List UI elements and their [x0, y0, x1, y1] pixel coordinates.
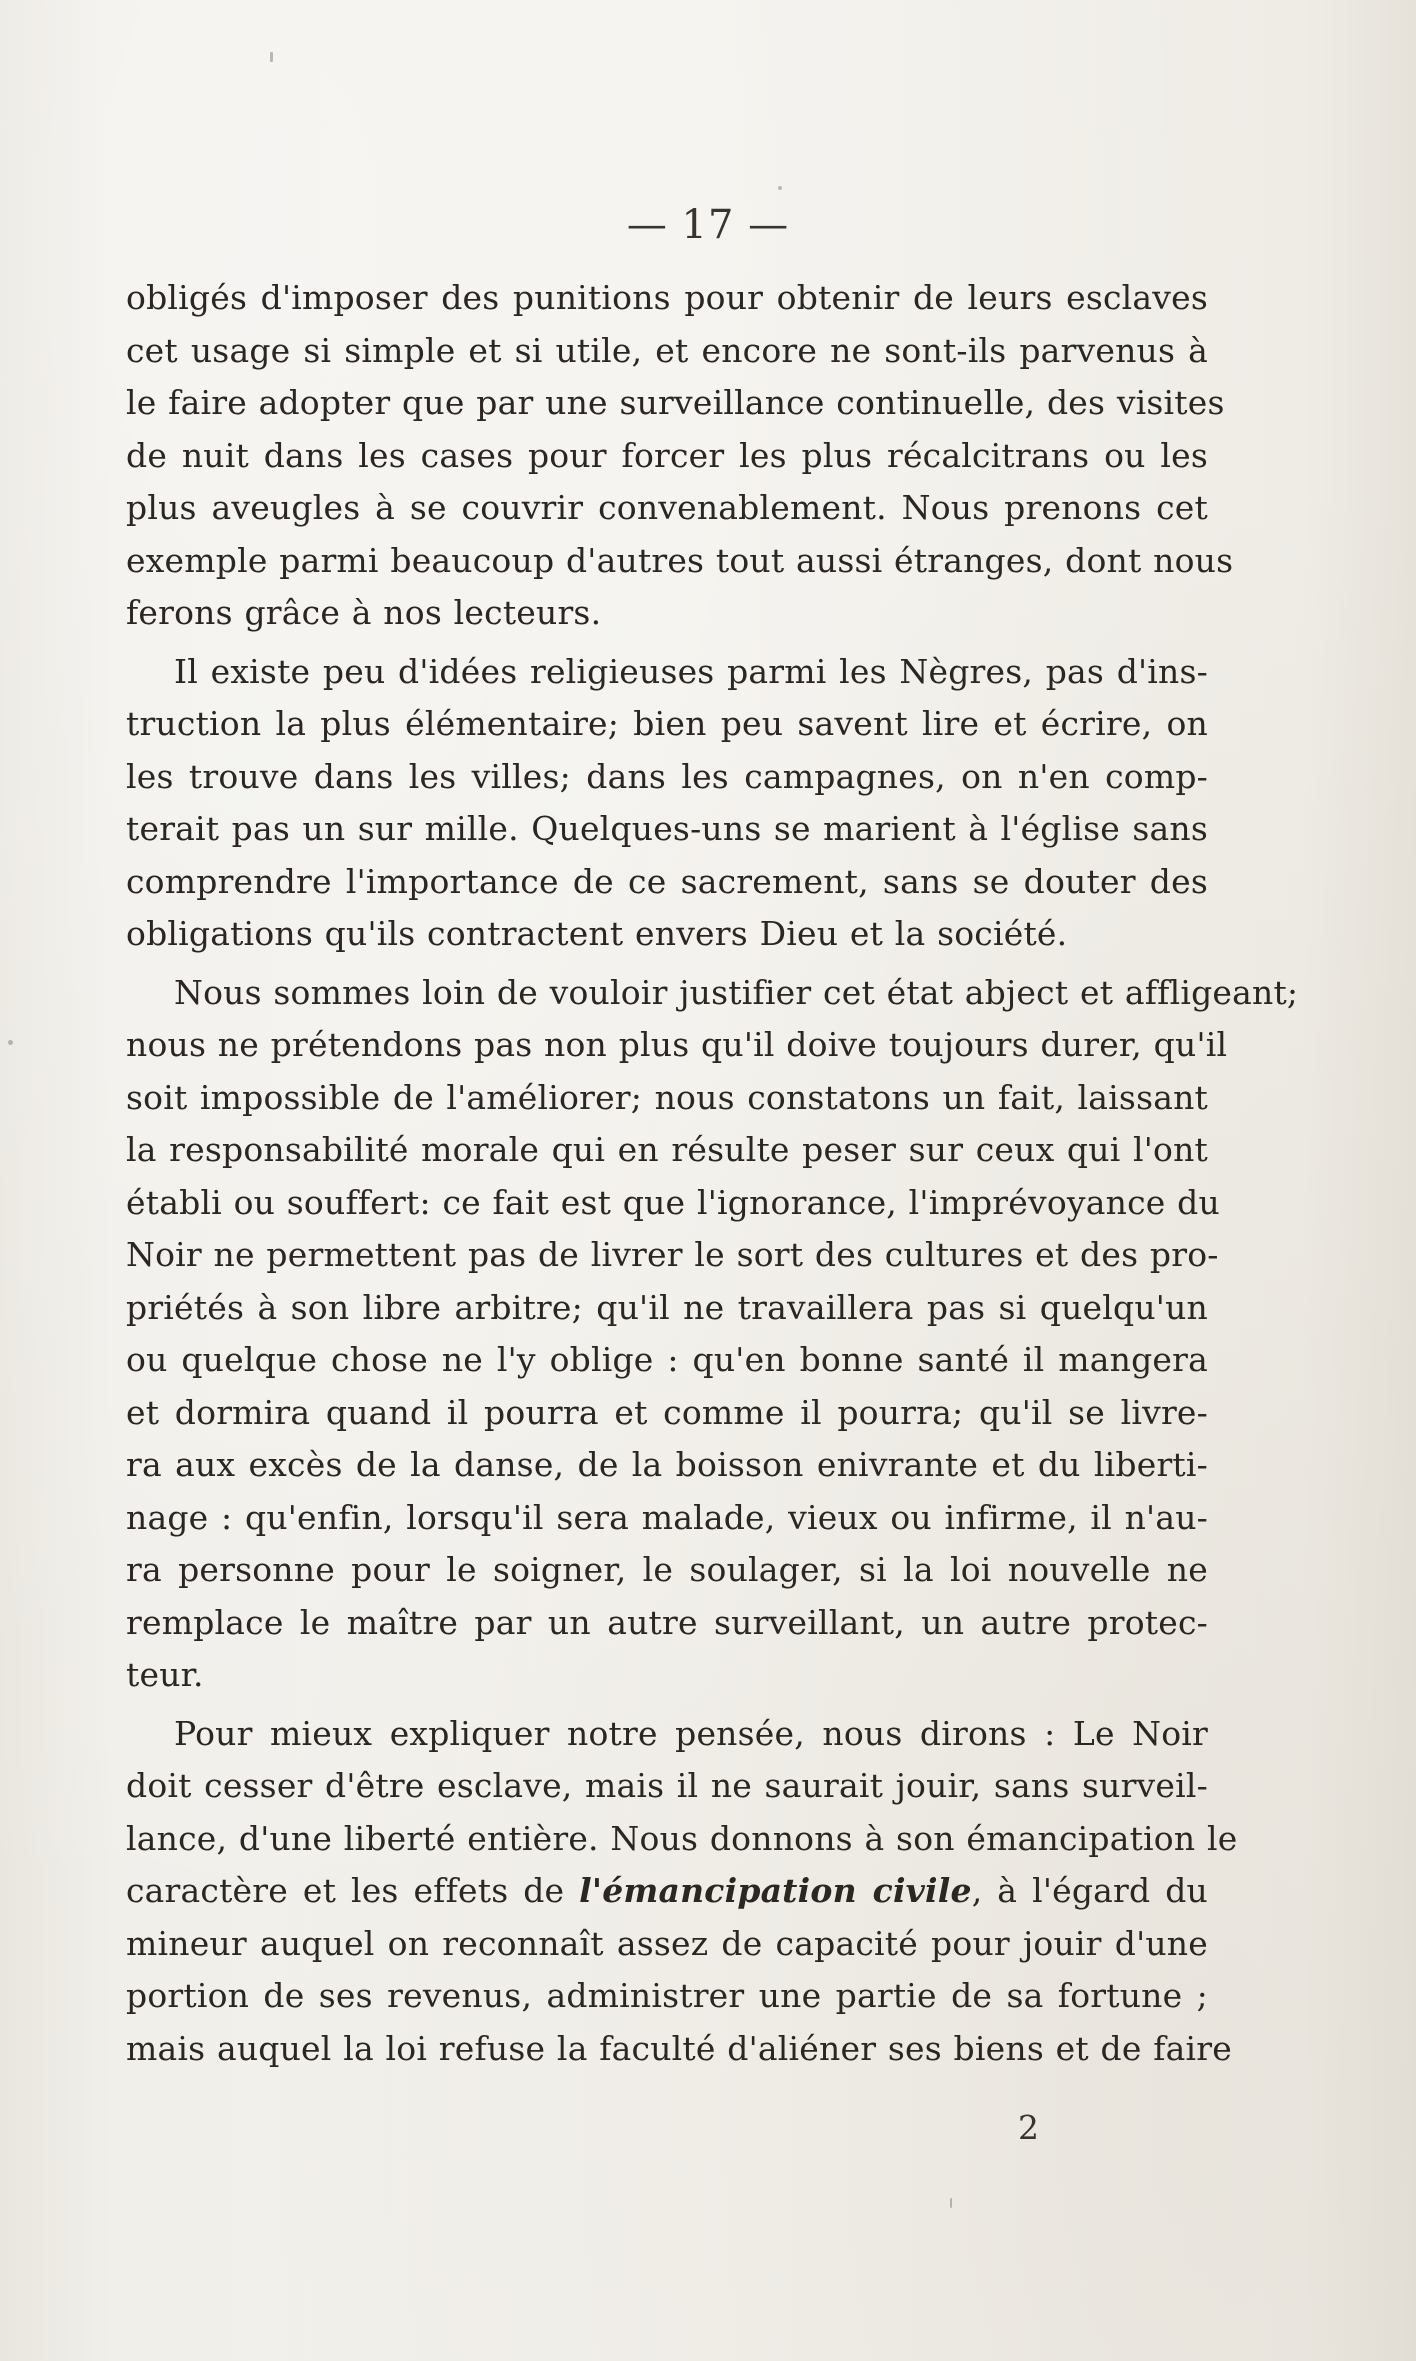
text-line: nous ne prétendons pas non plus qu'il doive toujours durer, qu'il	[126, 1025, 1228, 1064]
text-line: Nous sommes loin de vouloir justifier cet état abject et affligeant;	[174, 972, 1299, 1012]
paragraph-1	[126, 272, 1234, 640]
text-line-with-emphasis	[126, 1865, 1208, 1918]
text-line: la responsabilité morale qui en résulte peser sur ceux qui l'ont	[126, 1130, 1208, 1169]
text-line: mais auquel la loi refuse la faculté d'aliéner ses biens et de faire	[126, 2028, 1233, 2068]
text-line: teur.	[126, 1655, 204, 1694]
text-line: soit impossible de l'améliorer; nous constatons un fait, laissant	[126, 1077, 1208, 1117]
text-line: nage : qu'enfin, lorsqu'il sera malade, vieux ou infirme, il n'au-	[126, 1497, 1208, 1537]
text-line: les trouve dans les villes; dans les campagnes, on n'en comp-	[126, 756, 1208, 796]
text-line: doit cesser d'être esclave, mais il ne saurait jouir, sans surveil-	[126, 1766, 1208, 1805]
text-line: établi ou souffert: ce fait est que l'ignorance, l'imprévoyance du	[126, 1182, 1220, 1222]
text-fragment: , à l'égard du	[971, 1871, 1208, 1910]
text-line: ra personne pour le soigner, le soulager, si la loi nouvelle ne	[126, 1550, 1208, 1589]
text-line: exemple parmi beaucoup d'autres tout aussi étranges, dont nous	[126, 540, 1234, 580]
text-line: priétés à son libre arbitre; qu'il ne travaillera pas si quelqu'un	[126, 1287, 1208, 1327]
text-line: Pour mieux expliquer notre pensée, nous dirons : Le Noir	[174, 1713, 1208, 1753]
paper-speck	[778, 186, 782, 190]
text-line: remplace le maître par un autre surveillant, un autre protec-	[126, 1602, 1208, 1642]
text-line: portion de ses revenus, administrer une partie de sa fortune ;	[126, 1976, 1208, 2015]
text-line: obligations qu'ils contractent envers Dieu et la société.	[126, 914, 1068, 953]
paragraph-2	[126, 646, 1208, 961]
text-line: ferons grâce à nos lecteurs.	[126, 593, 602, 632]
signature-mark: 2	[1018, 2108, 1039, 2147]
emphasized-term: l'émancipation civile	[579, 1871, 972, 1910]
text-line: mineur auquel on reconnaît assez de capacité pour jouir d'une	[126, 1923, 1208, 1963]
text-line: Il existe peu d'idées religieuses parmi les Nègres, pas d'ins-	[174, 651, 1208, 691]
text-fragment: caractère et les effets de	[126, 1871, 580, 1910]
text-line: obligés d'imposer des punitions pour obtenir de leurs esclaves	[126, 278, 1208, 317]
body-text	[126, 272, 1299, 2081]
paper-speck	[8, 1040, 13, 1045]
text-line: terait pas un sur mille. Quelques-uns se marient à l'église sans	[126, 809, 1208, 848]
text-line: cet usage si simple et si utile, et encore ne sont-ils parvenus à	[126, 330, 1208, 370]
paper-speck	[950, 2198, 952, 2208]
text-line: ra aux excès de la danse, de la boisson enivrante et du liberti-	[126, 1445, 1208, 1484]
text-line: et dormira quand il pourra et comme il pourra; qu'il se livre-	[126, 1392, 1208, 1432]
text-line: le faire adopter que par une surveillance continuelle, des visites	[126, 383, 1225, 422]
paper-speck	[270, 52, 273, 62]
page-number: — 17 —	[626, 202, 790, 248]
text-line: comprendre l'importance de ce sacrement, sans se douter des	[126, 861, 1208, 901]
text-line: lance, d'une liberté entière. Nous donnons à son émancipation le	[126, 1818, 1238, 1858]
text-line: Noir ne permettent pas de livrer le sort des cultures et des pro-	[126, 1235, 1219, 1274]
text-line: truction la plus élémentaire; bien peu savent lire et écrire, on	[126, 704, 1208, 743]
text-line: ou quelque chose ne l'y oblige : qu'en bonne santé il mangera	[126, 1340, 1208, 1379]
text-line: de nuit dans les cases pour forcer les plus récalcitrans ou les	[126, 435, 1208, 475]
paragraph-4	[126, 1708, 1238, 2076]
text-line: plus aveugles à se couvrir convenablement. Nous prenons cet	[126, 488, 1208, 527]
paragraph-3	[126, 967, 1299, 1702]
